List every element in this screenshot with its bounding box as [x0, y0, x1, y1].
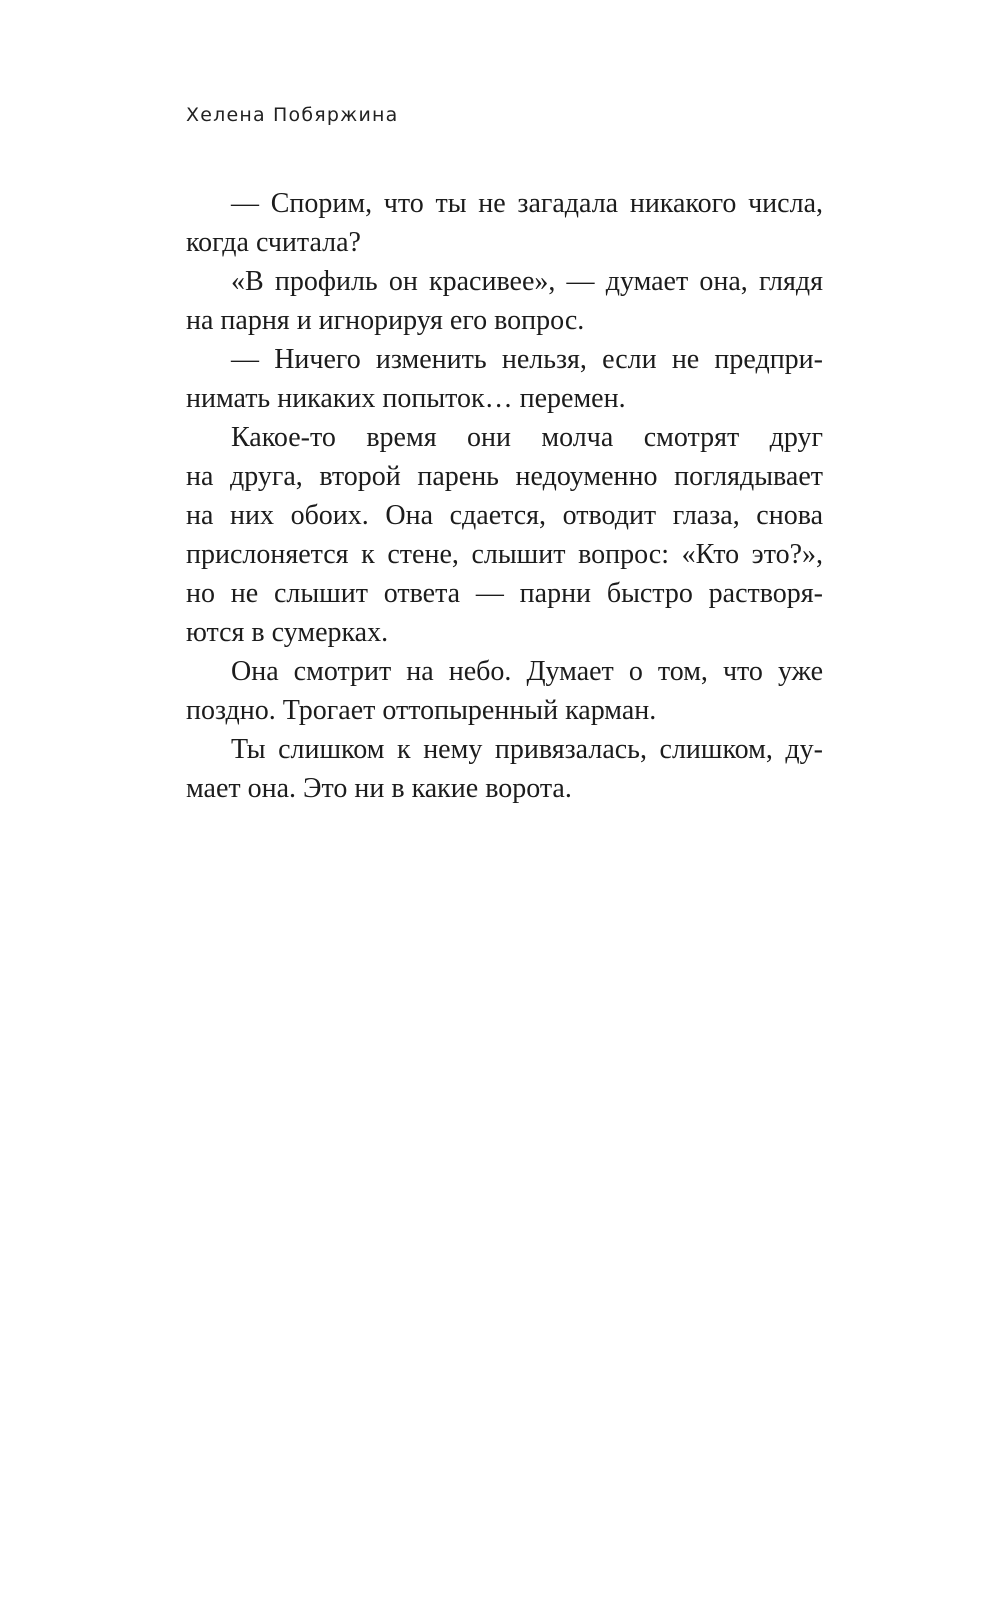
text-line: когда считала?: [186, 227, 361, 258]
text-line: мает она. Это ни в какие ворота.: [186, 773, 572, 804]
paragraph-1: [186, 184, 823, 262]
running-head-author: Хелена Побяржина: [186, 104, 399, 126]
text-line: ются в сумерках.: [186, 617, 389, 648]
text-line: нимать никаких попыток… перемен.: [186, 383, 626, 414]
body-text: [186, 184, 823, 808]
paragraph-4: [186, 418, 823, 652]
text-line: но не слышит ответа — парни быстро растворя-: [186, 578, 823, 609]
text-line: — Ничего изменить нельзя, если не предпри-: [231, 344, 823, 375]
text-line: Она смотрит на небо. Думает о том, что уже: [231, 656, 823, 687]
text-line: — Спорим, что ты не загадала никакого числа,: [231, 188, 823, 219]
paragraph-5: [186, 652, 823, 730]
paragraph-6: [186, 730, 823, 808]
text-line: поздно. Трогает оттопыренный карман.: [186, 695, 657, 726]
text-line: прислоняется к стене, слышит вопрос: «Кто это?»,: [186, 539, 823, 570]
text-line: на друга, второй парень недоуменно поглядывает: [186, 461, 823, 492]
paragraph-3: [186, 340, 823, 418]
paragraph-2: [186, 262, 823, 340]
text-line: «В профиль он красивее», — думает она, глядя: [231, 266, 823, 297]
text-line: на них обоих. Она сдается, отводит глаза, снова: [186, 500, 823, 531]
text-line: Какое-то время они молча смотрят друг: [231, 422, 823, 453]
text-line: на парня и игнорируя его вопрос.: [186, 305, 585, 336]
text-line: Ты слишком к нему привязалась, слишком, ду-: [231, 734, 823, 765]
